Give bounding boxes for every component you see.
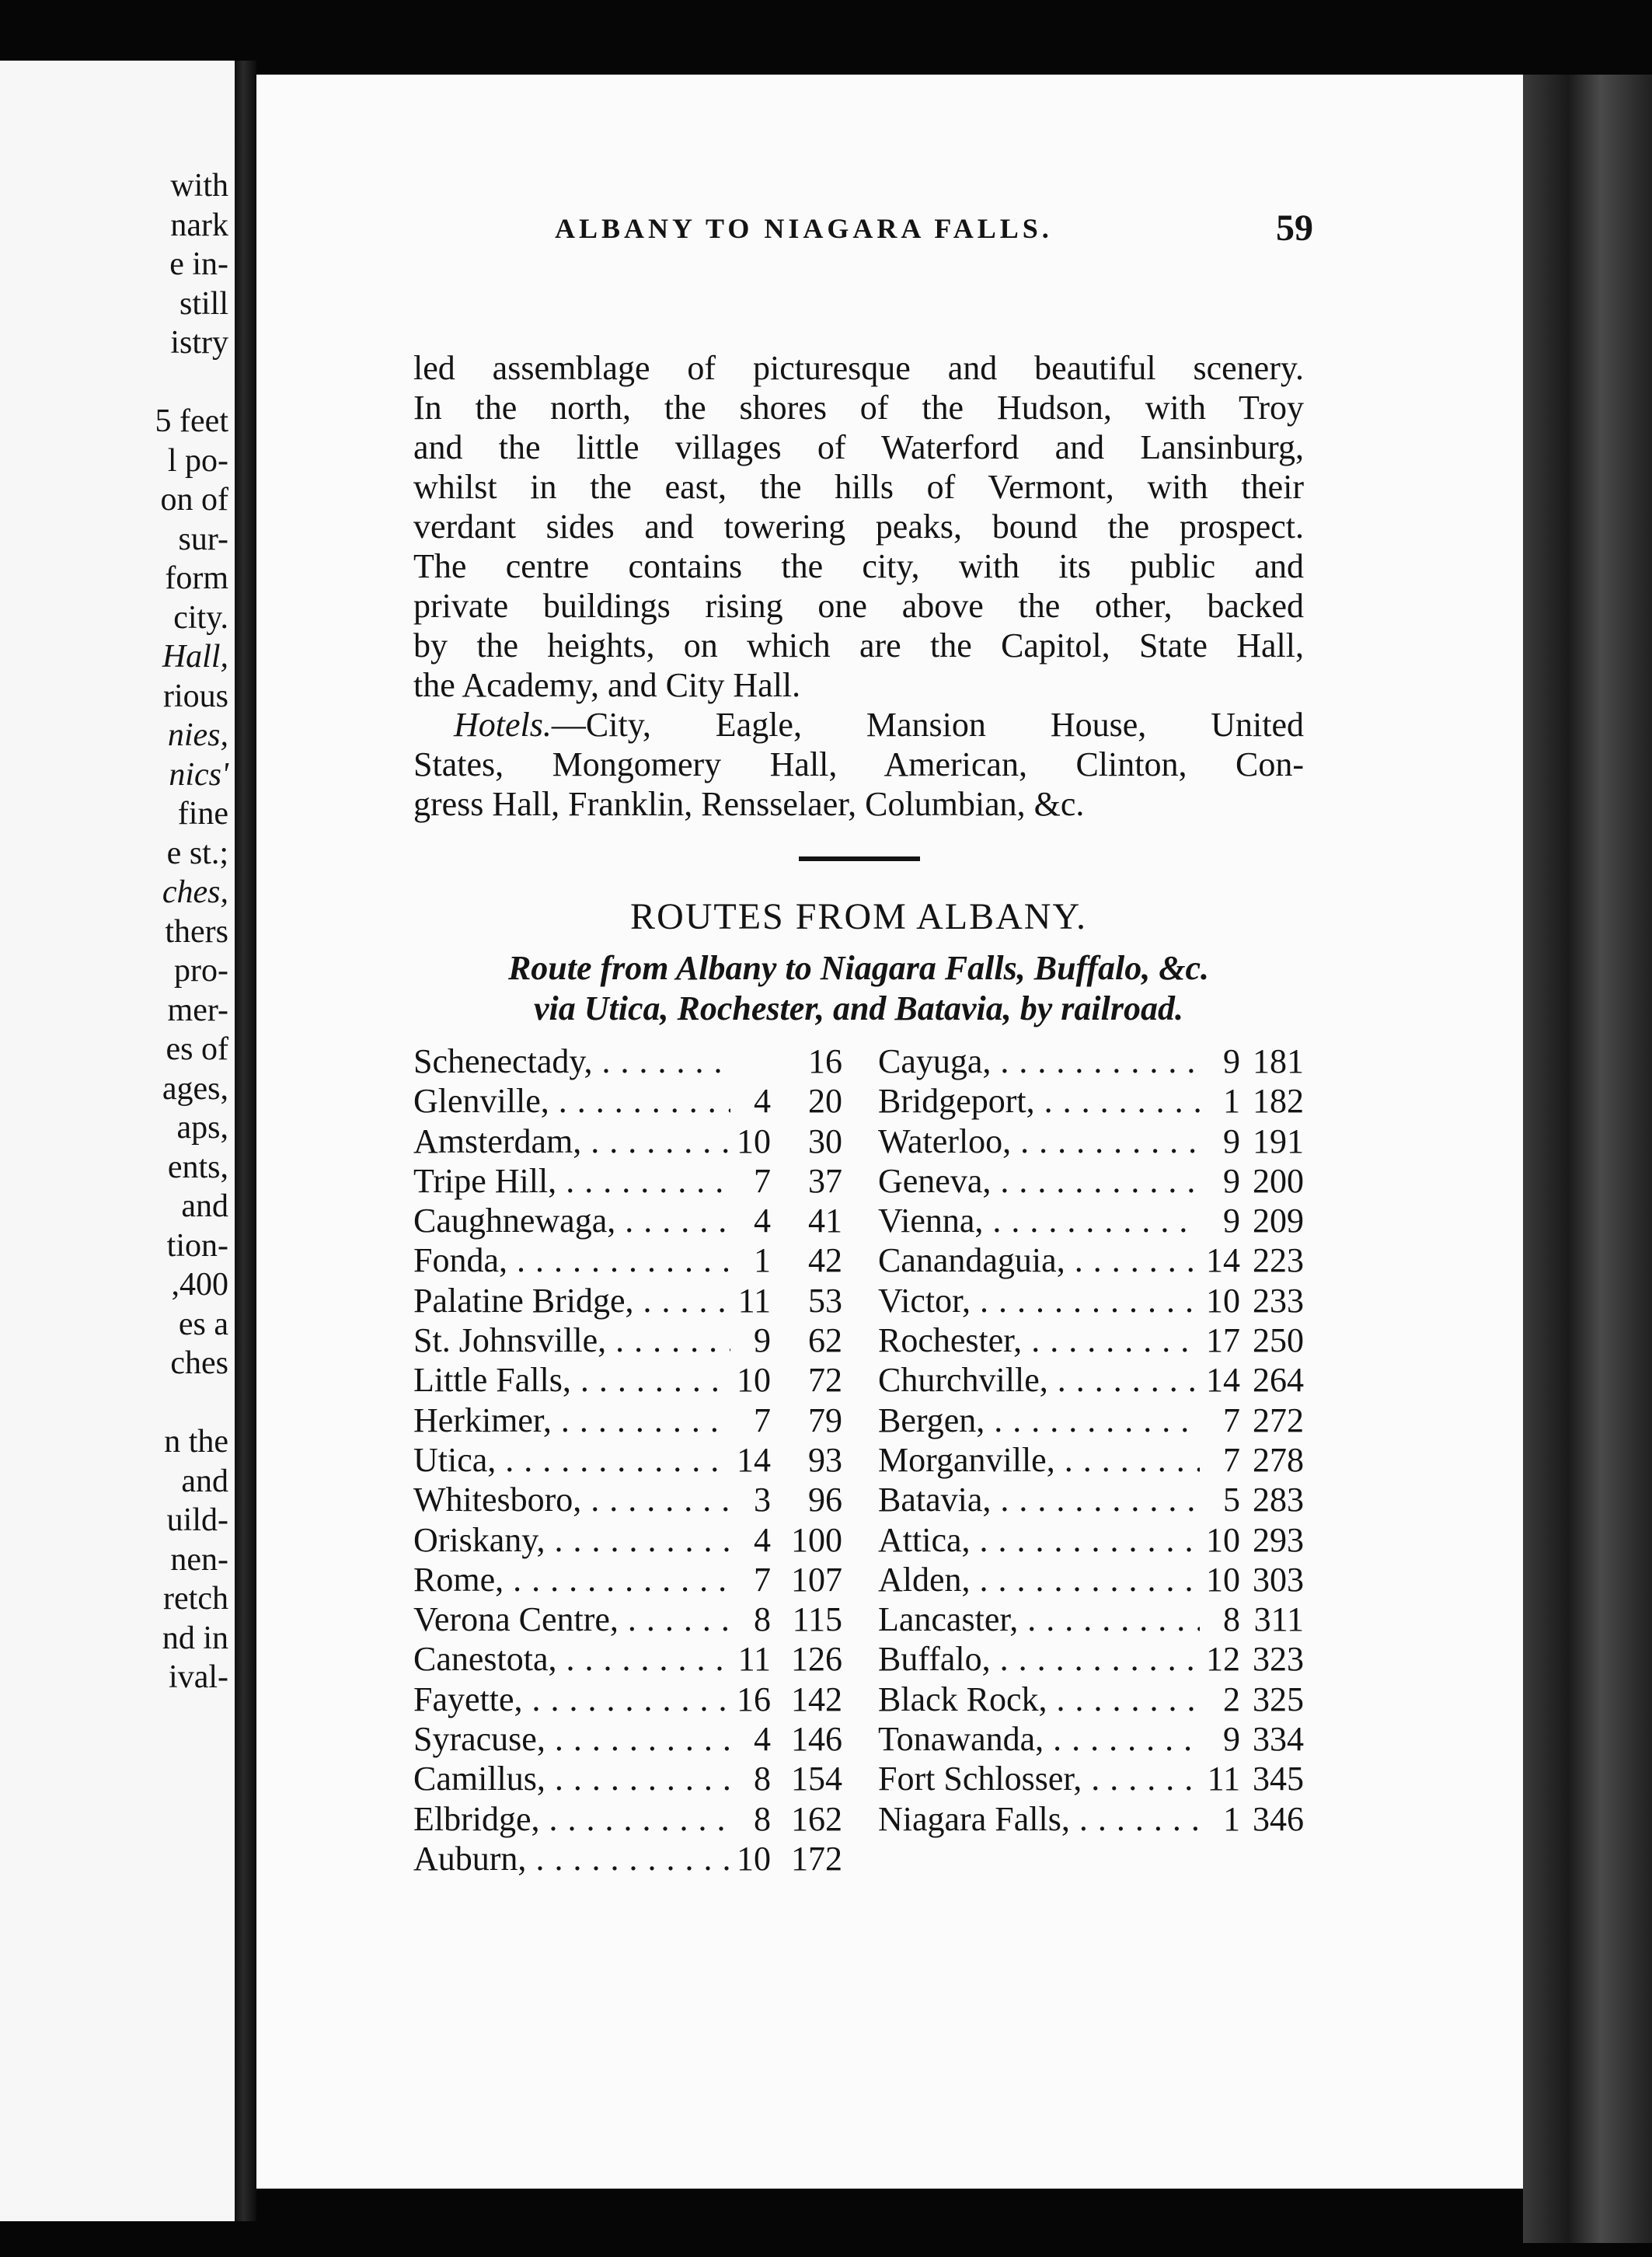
- route-distance: 9: [1223, 1202, 1240, 1240]
- route-place: Bridgeport, . . .: [878, 1081, 1200, 1121]
- route-row: [413, 1759, 842, 1798]
- facing-page-text-fragment: ches: [170, 1345, 228, 1381]
- route-place: Geneva, . . .: [878, 1161, 1200, 1201]
- page-fore-edge: [1523, 75, 1652, 2243]
- facing-page-text-fragment: tion-: [166, 1227, 228, 1264]
- route-row: [413, 1081, 842, 1121]
- route-distance: 16: [737, 1680, 771, 1718]
- facing-page-text-fragment: n the: [164, 1424, 228, 1460]
- route-row: [878, 1041, 1304, 1081]
- facing-page-text-fragment: uild-: [166, 1502, 228, 1538]
- route-total-miles: 172: [791, 1839, 842, 1878]
- route-row: [413, 1281, 842, 1320]
- route-place: Batavia, . . .: [878, 1480, 1200, 1519]
- facing-page-text-fragment: e st.;: [166, 835, 228, 871]
- body-line: the Academy, and City Hall.: [413, 666, 801, 704]
- route-distance: 8: [754, 1760, 771, 1798]
- route-row: [878, 1240, 1304, 1280]
- facing-page-text-fragment: pro-: [174, 953, 228, 989]
- route-distance: 7: [754, 1401, 771, 1439]
- route-subtitle-line: Route from Albany to Niagara Falls, Buffalo, &c.: [507, 949, 1210, 987]
- route-distance: 7: [1223, 1440, 1240, 1479]
- hotels-text: —City, Eagle, Mansion House, United: [551, 706, 1304, 744]
- route-distance: 4: [754, 1202, 771, 1240]
- route-place: Palatine Bridge, . . .: [413, 1281, 730, 1320]
- route-total-miles: 93: [808, 1440, 842, 1479]
- route-total-miles: 182: [1253, 1082, 1304, 1121]
- page-number: 59: [1276, 208, 1313, 249]
- route-row: [878, 1320, 1304, 1360]
- route-place: Oriskany, . . .: [413, 1520, 730, 1560]
- route-place: Fayette, . . .: [413, 1680, 730, 1719]
- facing-page-text-fragment: and: [181, 1463, 228, 1499]
- facing-page-text-fragment: on of: [160, 482, 228, 518]
- route-place: Lancaster, . . .: [878, 1599, 1200, 1639]
- route-row: [413, 1719, 842, 1759]
- route-distance: 3: [754, 1481, 771, 1519]
- body-line: The centre contains the city, with its public and: [413, 547, 1304, 585]
- route-total-miles: 79: [808, 1401, 842, 1439]
- route-total-miles: 209: [1253, 1202, 1304, 1240]
- route-distance: 11: [737, 1640, 771, 1679]
- facing-page-text-fragment: and: [181, 1188, 228, 1224]
- route-distance: 1: [1223, 1799, 1240, 1838]
- route-place: Rochester, . . .: [878, 1320, 1200, 1360]
- section-title: ROUTES FROM ALBANY.: [630, 896, 1087, 937]
- route-total-miles: 162: [791, 1799, 842, 1838]
- route-subtitle: [413, 948, 1304, 1029]
- route-distance: 10: [1206, 1520, 1240, 1559]
- facing-page-text-fragment: nark: [170, 207, 228, 243]
- route-row: [878, 1680, 1304, 1719]
- facing-page-fragment: [0, 61, 235, 2221]
- route-total-miles: 334: [1253, 1720, 1304, 1759]
- route-distance: 11: [737, 1281, 771, 1320]
- route-row: [413, 1799, 842, 1839]
- route-row: [413, 1480, 842, 1519]
- route-row: [413, 1520, 842, 1560]
- route-place: Fonda, . . .: [413, 1240, 730, 1280]
- route-place: Glenville, . . .: [413, 1081, 730, 1121]
- route-place: Auburn, . . .: [413, 1839, 730, 1879]
- facing-page-text-fragment: l po-: [167, 442, 228, 479]
- body-line: and the little villages of Waterford and Lansinburg,: [413, 428, 1304, 466]
- route-total-miles: 100: [791, 1520, 842, 1559]
- body-line: States, Mongomery Hall, American, Clinton, Con-: [413, 745, 1304, 783]
- route-distance: 10: [1206, 1560, 1240, 1599]
- body-line: gress Hall, Franklin, Rensselaer, Columbian, &c.: [413, 785, 1085, 823]
- route-total-miles: 20: [808, 1082, 842, 1121]
- facing-page-text-fragment: istry: [170, 325, 228, 361]
- route-distance: 8: [754, 1799, 771, 1838]
- route-place: Camillus, . . .: [413, 1759, 730, 1798]
- route-distance: 10: [737, 1839, 771, 1878]
- facing-page-text-fragment: Hall,: [162, 639, 228, 675]
- route-row: [413, 1639, 842, 1679]
- route-total-miles: 53: [808, 1281, 842, 1320]
- route-row: [413, 1560, 842, 1599]
- route-row: [878, 1480, 1304, 1519]
- body-line: private buildings rising one above the other, backed: [413, 587, 1304, 625]
- route-place: Whitesboro, . . .: [413, 1480, 730, 1519]
- route-total-miles: 96: [808, 1481, 842, 1519]
- route-table-left: [413, 1041, 842, 1879]
- facing-page-text-fragment: ches,: [162, 874, 228, 910]
- route-total-miles: 30: [808, 1122, 842, 1160]
- route-row: [413, 1599, 842, 1639]
- route-total-miles: 126: [791, 1640, 842, 1679]
- route-row: [878, 1759, 1304, 1798]
- route-total-miles: 62: [808, 1321, 842, 1360]
- facing-page-text-fragment: still: [179, 285, 228, 322]
- route-distance: 2: [1223, 1680, 1240, 1718]
- route-row: [878, 1281, 1304, 1320]
- hotels-label: Hotels.: [454, 706, 552, 744]
- route-distance: 10: [737, 1122, 771, 1160]
- hotels-line: [413, 705, 1304, 745]
- route-distance: 10: [737, 1361, 771, 1400]
- route-place: Fort Schlosser, . . .: [878, 1759, 1200, 1798]
- route-row: [413, 1041, 842, 1081]
- facing-page-text-fragment: nd in: [162, 1620, 228, 1656]
- route-total-miles: 272: [1253, 1401, 1304, 1439]
- body-line: by the heights, on which are the Capitol, State Hall,: [413, 626, 1304, 665]
- route-total-miles: 191: [1253, 1122, 1304, 1160]
- route-distance: 8: [1223, 1600, 1240, 1639]
- facing-page-text-fragment: aps,: [176, 1110, 228, 1146]
- route-place: Schenectady, . . .: [413, 1041, 730, 1081]
- route-row: [413, 1240, 842, 1280]
- route-row: [413, 1401, 842, 1440]
- route-distance: 11: [1207, 1760, 1240, 1798]
- route-distance: 8: [754, 1600, 771, 1639]
- route-distance: 4: [754, 1720, 771, 1759]
- route-place: Canestota, . . .: [413, 1639, 730, 1679]
- facing-page-text-fragment: nies,: [167, 717, 228, 753]
- route-total-miles: 181: [1253, 1042, 1304, 1080]
- facing-page-text-fragment: fine: [177, 796, 228, 832]
- route-distance: 14: [737, 1440, 771, 1479]
- route-distance: 9: [1223, 1122, 1240, 1160]
- route-place: Morganville, . . .: [878, 1440, 1200, 1480]
- route-place: Victor, . . .: [878, 1281, 1200, 1320]
- facing-page-text-fragment: es of: [166, 1031, 228, 1067]
- body-line: led assemblage of picturesque and beautiful scenery.: [413, 349, 1304, 387]
- route-place: St. Johnsville, . . .: [413, 1320, 730, 1360]
- route-total-miles: 283: [1253, 1481, 1304, 1519]
- route-row: [878, 1161, 1304, 1201]
- route-row: [878, 1639, 1304, 1679]
- route-distance: 4: [754, 1082, 771, 1121]
- route-total-miles: 278: [1253, 1440, 1304, 1479]
- route-place: Alden, . . .: [878, 1560, 1200, 1599]
- route-row: [878, 1560, 1304, 1599]
- route-subtitle-line: via Utica, Rochester, and Batavia, by railroad.: [534, 989, 1183, 1027]
- route-place: Canandaguia, . . .: [878, 1240, 1200, 1280]
- facing-page-text-fragment: e in-: [169, 246, 228, 282]
- body-line: In the north, the shores of the Hudson, with Troy: [413, 389, 1304, 427]
- facing-page-text-fragment: nen-: [170, 1541, 228, 1578]
- route-place: Verona Centre, . . .: [413, 1599, 730, 1639]
- route-total-miles: 154: [791, 1760, 842, 1798]
- route-total-miles: 250: [1253, 1321, 1304, 1360]
- route-row: [413, 1122, 842, 1161]
- route-place: Churchville, . . .: [878, 1360, 1200, 1400]
- facing-page-text-fragment: rious: [163, 678, 228, 714]
- route-total-miles: 303: [1253, 1560, 1304, 1599]
- route-total-miles: 200: [1253, 1161, 1304, 1200]
- route-distance: 14: [1206, 1241, 1240, 1280]
- route-place: Waterloo, . . .: [878, 1122, 1200, 1161]
- route-place: Black Rock, . . .: [878, 1680, 1200, 1719]
- route-distance: 7: [754, 1161, 771, 1200]
- route-total-miles: 142: [791, 1680, 842, 1718]
- route-row: [413, 1440, 842, 1480]
- route-total-miles: 72: [808, 1361, 842, 1400]
- facing-page-text-fragment: retch: [163, 1581, 228, 1617]
- facing-page-text-fragment: ages,: [162, 1070, 228, 1107]
- route-total-miles: 37: [808, 1161, 842, 1200]
- route-place: Tripe Hill, . . .: [413, 1161, 730, 1201]
- route-place: Amsterdam, . . .: [413, 1122, 730, 1161]
- route-total-miles: 323: [1253, 1640, 1304, 1679]
- facing-page-text-fragment: ,400: [171, 1267, 228, 1303]
- facing-page-text-fragment: 5 feet: [155, 403, 228, 439]
- route-total-miles: 41: [808, 1202, 842, 1240]
- route-distance: 9: [1223, 1720, 1240, 1759]
- route-total-miles: 107: [791, 1560, 842, 1599]
- route-row: [878, 1440, 1304, 1480]
- route-row: [878, 1360, 1304, 1400]
- facing-page-text-fragment: thers: [165, 913, 228, 950]
- facing-page-text-fragment: with: [170, 168, 228, 204]
- route-total-miles: 325: [1253, 1680, 1304, 1718]
- facing-page-text-fragment: form: [165, 560, 228, 596]
- route-distance: 7: [754, 1560, 771, 1599]
- route-total-miles: 115: [792, 1600, 842, 1639]
- route-place: Utica, . . .: [413, 1440, 730, 1480]
- body-line: verdant sides and towering peaks, bound the prospect.: [413, 508, 1304, 546]
- route-distance: 10: [1206, 1281, 1240, 1320]
- facing-page-text-fragment: nics': [169, 756, 228, 793]
- route-place: Cayuga, . . .: [878, 1041, 1200, 1081]
- route-distance: 4: [754, 1520, 771, 1559]
- route-row: [878, 1719, 1304, 1759]
- route-row: [413, 1839, 842, 1879]
- running-title: ALBANY TO NIAGARA FALLS.: [555, 213, 1053, 244]
- route-row: [878, 1081, 1304, 1121]
- route-distance: 9: [754, 1321, 771, 1360]
- route-distance: 7: [1223, 1401, 1240, 1439]
- route-place: Elbridge, . . .: [413, 1799, 730, 1839]
- route-row: [878, 1122, 1304, 1161]
- facing-page-text-fragment: sur-: [178, 521, 228, 557]
- route-distance: 9: [1223, 1042, 1240, 1080]
- route-total-miles: 311: [1253, 1600, 1304, 1639]
- route-row: [878, 1520, 1304, 1560]
- route-place: Herkimer, . . .: [413, 1401, 730, 1440]
- route-row: [878, 1599, 1304, 1639]
- route-row: [878, 1401, 1304, 1440]
- route-place: Little Falls, . . .: [413, 1360, 730, 1400]
- route-distance: 17: [1206, 1321, 1240, 1360]
- section-rule: [799, 856, 920, 861]
- route-distance: 5: [1223, 1481, 1240, 1519]
- route-place: Tonawanda, . . .: [878, 1719, 1200, 1759]
- route-table-right: [878, 1041, 1304, 1839]
- facing-page-text-fragment: es a: [178, 1306, 228, 1342]
- route-row: [413, 1680, 842, 1719]
- route-place: Caughnewaga, . . .: [413, 1201, 730, 1240]
- route-place: Rome, . . .: [413, 1560, 730, 1599]
- route-total-miles: 42: [808, 1241, 842, 1280]
- route-total-miles: 146: [791, 1720, 842, 1759]
- route-total-miles: 16: [808, 1042, 842, 1080]
- route-total-miles: 293: [1253, 1520, 1304, 1559]
- facing-page-text-fragment: mer-: [167, 992, 228, 1028]
- route-distance: 9: [1223, 1161, 1240, 1200]
- route-row: [413, 1320, 842, 1360]
- route-place: Vienna, . . .: [878, 1201, 1200, 1240]
- route-place: Attica, . . .: [878, 1520, 1200, 1560]
- facing-page-text-fragment: ents,: [167, 1149, 228, 1185]
- route-row: [413, 1360, 842, 1400]
- route-total-miles: 264: [1253, 1361, 1304, 1400]
- route-total-miles: 346: [1253, 1799, 1304, 1838]
- route-row: [878, 1201, 1304, 1240]
- route-place: Niagara Falls, . . .: [878, 1799, 1200, 1839]
- running-head: [298, 204, 1313, 253]
- route-distance: 1: [1223, 1082, 1240, 1121]
- route-total-miles: 233: [1253, 1281, 1304, 1320]
- book-gutter: [235, 61, 256, 2221]
- route-row: [878, 1799, 1304, 1839]
- route-place: Syracuse, . . .: [413, 1719, 730, 1759]
- route-place: Buffalo, . . .: [878, 1639, 1200, 1679]
- route-row: [413, 1161, 842, 1201]
- route-place: Bergen, . . .: [878, 1401, 1200, 1440]
- route-total-miles: 223: [1253, 1241, 1304, 1280]
- route-distance: 12: [1206, 1640, 1240, 1679]
- body-text: [413, 348, 1304, 824]
- route-row: [413, 1201, 842, 1240]
- route-distance: 14: [1206, 1361, 1240, 1400]
- body-line: whilst in the east, the hills of Vermont, with their: [413, 468, 1304, 506]
- facing-page-text-fragment: ival-: [169, 1659, 228, 1695]
- route-total-miles: 345: [1253, 1760, 1304, 1798]
- route-distance: 1: [754, 1241, 771, 1280]
- facing-page-text-fragment: city.: [173, 599, 228, 636]
